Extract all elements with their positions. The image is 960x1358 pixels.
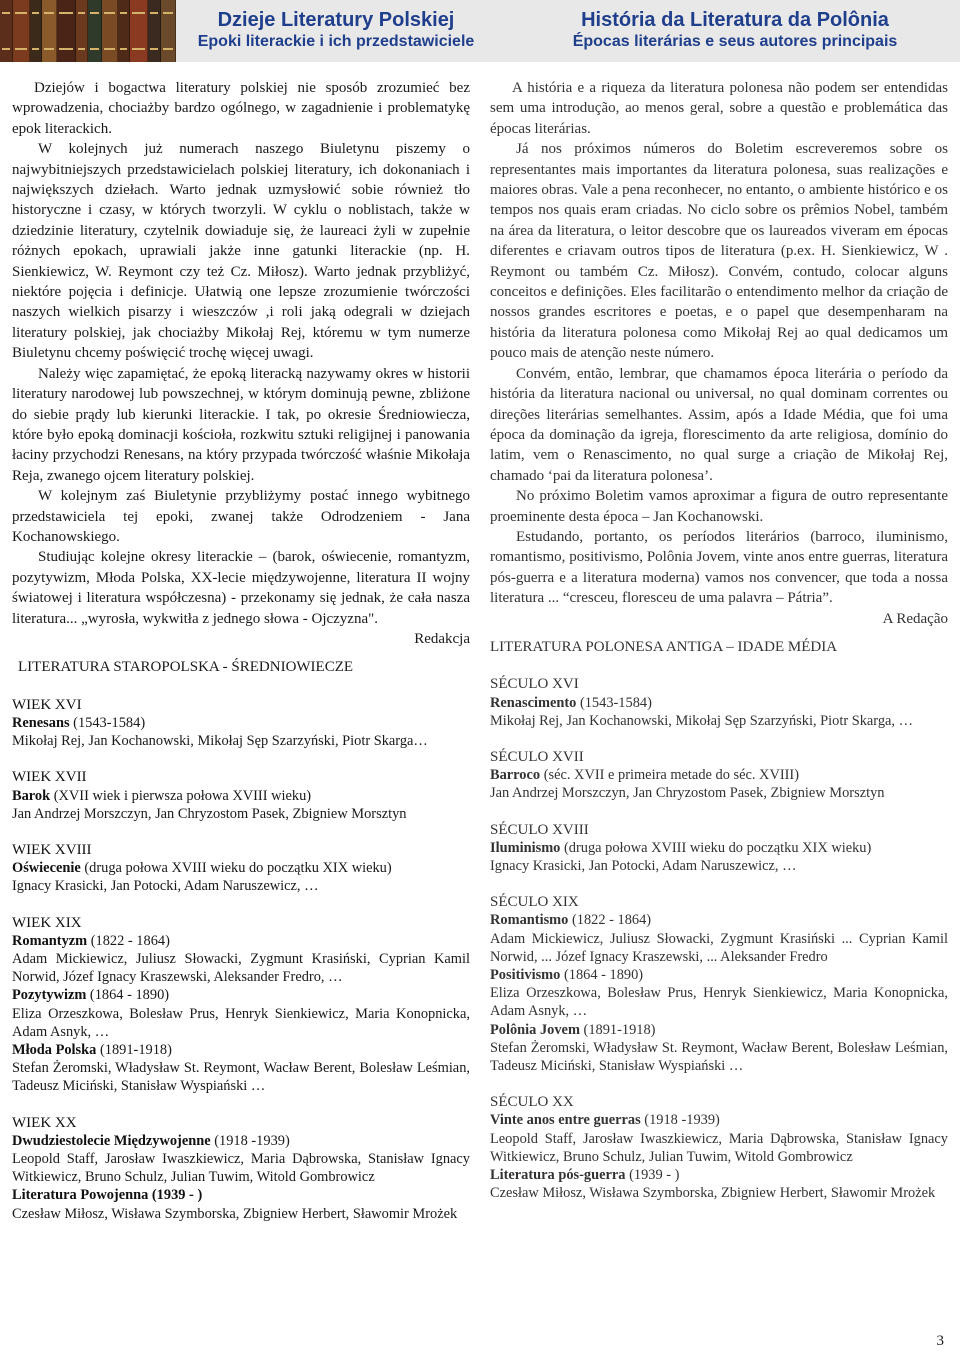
epoch-dates: (séc. XVII e primeira metade do séc. XVIII) xyxy=(540,767,800,784)
section-title: LITERATURA POLONESA ANTIGA – IDADE MÉDIA xyxy=(490,638,838,655)
epoch-line xyxy=(490,694,948,712)
book-spine xyxy=(13,0,30,62)
editor-signature: A Redação xyxy=(882,610,948,627)
epoch-dates: (1891-1918) xyxy=(96,1042,172,1059)
epoch-dates: (1864 - 1890) xyxy=(86,987,170,1004)
header-polish xyxy=(176,8,496,52)
intro-paragraph: Studiując kolejne okresy literackie – (barok, oświecenie, romantyzm, pozytywizm, Młoda Polska, XX-lecie międzywojenne, literatura II wojny światowej i literatura współczesna) - przekonamy się jednak, że cała nasza literatura... „wyrosła, wykwitła z jednego słowa - Ojczyzna". xyxy=(12,549,470,627)
period-block xyxy=(490,893,948,1075)
book-spine xyxy=(0,0,13,62)
epoch-name: Vinte anos entre guerras xyxy=(490,1112,641,1129)
period-heading: SÉCULO XVI xyxy=(490,676,579,693)
intro-paragraph: Convém, então, lembrar, que chamamos época literária o período da história da literatura nacional ou universal, no qual dominam correntes ou direções literárias semelhantes. Assim, após a Idade Média, que foi uma época da dominação da igreja, florescimento da arte religiosa, domínio do latim, vem o Renascimento, no qual surge a criação de Mikołaj Rej, chamado ‘pai da literatura polonesa’. xyxy=(490,365,948,484)
epoch-authors: Mikołaj Rej, Jan Kochanowski, Mikołaj Sęp Szarzyński, Piotr Skarga, … xyxy=(490,712,914,729)
epoch-line xyxy=(12,932,470,950)
epoch-name: Dwudziestolecie Międzywojenne xyxy=(12,1132,211,1149)
epoch-name: Pozytywizm xyxy=(12,987,87,1004)
epoch-line xyxy=(490,1021,948,1039)
intro-paragraph: No próximo Boletim vamos aproximar a figura de outro representante proeminente desta época – Jan Kochanowski. xyxy=(490,488,948,525)
book-spine xyxy=(118,0,130,62)
portuguese-column xyxy=(490,78,948,1220)
epoch-name: Barroco xyxy=(490,767,541,784)
epoch-authors: Czesław Miłosz, Wisława Szymborska, Zbigniew Herbert, Sławomir Mrożek xyxy=(12,1205,458,1222)
epoch-name: Renesans xyxy=(12,714,70,731)
header-polish-title: Dzieje Literatury Polskiej xyxy=(217,9,455,31)
epoch-dates: (1543-1584) xyxy=(69,714,146,731)
epoch-line xyxy=(12,1186,470,1204)
epoch-authors: Leopold Staff, Jarosław Iwaszkiewicz, Maria Dąbrowska, Stanisław Ignacy Witkiewicz, Bruno Schulz, Julian Tuwim, Witold Gombrowicz xyxy=(12,1151,470,1186)
book-spine xyxy=(148,0,161,62)
period-block xyxy=(490,748,948,803)
book-spine xyxy=(30,0,42,62)
book-spine xyxy=(130,0,148,62)
book-spine xyxy=(88,0,102,62)
header-portuguese-title: História da Literatura da Polônia xyxy=(581,9,889,31)
period-block xyxy=(490,1093,948,1202)
intro-paragraph: Estudando, portanto, os períodos literários (barroco, iluminismo, romantismo, positivismo, Polônia Jovem, vinte anos entre guerras, literatura pós-guerra e a literatura moderna) vamos nos convencer, que toda a nossa literatura ... “cresceu, floresceu de uma palavra – Pátria”. xyxy=(490,528,948,607)
intro-paragraph: Należy więc zapamiętać, że epoką literacką nazywamy okres w historii literatury narodowej lub powszechnej, w którym dominują pewne, zbliżone do siebie prądy lub kierunki literackie. I tak, po okresie Średniowiecza, które było epoką dominacji kościoła, rozkwitu sztuki religijnej i panowania łaciny przychodzi Renesans, na który przypada twórczość właśnie Mikołaja Reja, zwanego ojcem literatury polskiej. xyxy=(12,365,470,484)
page-number: 3 xyxy=(936,1333,944,1349)
epoch-name: Polônia Jovem xyxy=(490,1021,580,1038)
bookshelf-image xyxy=(0,0,176,62)
epoch-line xyxy=(12,714,470,732)
epoch-authors: Adam Mickiewicz, Juliusz Słowacki, Zygmunt Krasiński ... Cyprian Kamil Norwid, ... Józef Ignacy Kraszewski, ... Aleksander Fredro xyxy=(490,930,948,965)
epoch-name: Oświecenie xyxy=(12,860,81,877)
epoch-line xyxy=(12,787,470,805)
period-heading: WIEK XVIII xyxy=(12,842,92,858)
epoch-authors: Leopold Staff, Jarosław Iwaszkiewicz, Maria Dąbrowska, Stanisław Ignacy Witkiewicz, Bruno Schulz, Julian Tuwim, Witold Gombrowicz xyxy=(490,1130,948,1165)
section-title: LITERATURA STAROPOLSKA - ŚREDNIOWIECZE xyxy=(18,659,354,676)
epoch-authors: Adam Mickiewicz, Juliusz Słowacki, Zygmunt Krasiński, Cyprian Kamil Norwid, Józef Ignacy Kraszewski, Aleksander Fredro, … xyxy=(12,951,470,986)
header-polish-subtitle: Epoki literackie i ich przedstawiciele xyxy=(197,33,475,50)
polish-column xyxy=(12,78,470,1241)
intro-paragraph: A história e a riqueza da literatura polonesa não podem ser entendidas sem uma introdução, ao menos geral, sobre a questão e problemática das épocas literárias. xyxy=(490,80,948,137)
epoch-line xyxy=(490,766,948,784)
epoch-authors: Eliza Orzeszkowa, Bolesław Prus, Henryk Sienkiewicz, Maria Konopnicka, Adam Asnyk, … xyxy=(490,985,948,1020)
page-header xyxy=(0,0,960,62)
epoch-name: Młoda Polska xyxy=(12,1042,97,1059)
epoch-dates: (druga połowa XVIII wieku do początku XIX wieku) xyxy=(560,839,872,856)
epoch-dates: (1918 -1939) xyxy=(640,1112,720,1129)
epoch-line xyxy=(12,1041,470,1059)
book-spine xyxy=(76,0,88,62)
epoch-authors: Stefan Żeromski, Władysław St. Reymont, Wacław Berent, Bolesław Leśmian, Tadeusz Miciński, Stanisław Wyspiański … xyxy=(12,1060,470,1095)
epoch-name: Renascimento xyxy=(490,694,577,711)
book-spine xyxy=(57,0,76,62)
header-portuguese-subtitle: Épocas literárias e seus autores principais xyxy=(572,33,898,50)
book-spine xyxy=(102,0,118,62)
book-spine xyxy=(161,0,176,62)
epoch-authors: Jan Andrzej Morszczyn, Jan Chryzostom Pasek, Zbigniew Morsztyn xyxy=(12,805,407,822)
period-block xyxy=(12,768,470,823)
epoch-line xyxy=(490,1111,948,1129)
epoch-dates: (druga połowa XVIII wieku do początku XIX wieku) xyxy=(80,860,392,877)
epoch-dates: (XVII wiek i pierwsza połowa XVIII wieku) xyxy=(50,787,312,804)
epoch-line xyxy=(12,986,470,1004)
epoch-dates: (1543-1584) xyxy=(576,694,652,711)
period-list xyxy=(490,675,948,1202)
epoch-authors: Stefan Żeromski, Władysław St. Reymont, Wacław Berent, Bolesław Leśmian, Tadeusz Miciński, Stanisław Wyspiański … xyxy=(490,1039,948,1075)
period-heading: SÉCULO XVIII xyxy=(490,821,589,838)
period-heading: WIEK XVII xyxy=(12,769,87,786)
period-heading: SÉCULO XVII xyxy=(490,748,584,765)
period-heading: WIEK XVI xyxy=(12,696,82,713)
epoch-dates: (1864 - 1890) xyxy=(560,967,644,984)
period-heading: SÉCULO XIX xyxy=(490,894,579,911)
period-heading: WIEK XIX xyxy=(12,914,82,931)
epoch-authors: Ignacy Krasicki, Jan Potocki, Adam Naruszewicz, … xyxy=(12,878,319,895)
epoch-line xyxy=(490,839,948,857)
epoch-name: Romantismo xyxy=(490,912,569,929)
period-heading: SÉCULO XX xyxy=(490,1094,574,1111)
header-portuguese xyxy=(510,8,960,52)
epoch-line xyxy=(12,859,470,877)
period-block xyxy=(490,821,948,876)
epoch-authors: Mikołaj Rej, Jan Kochanowski, Mikołaj Sęp Szarzyński, Piotr Skarga… xyxy=(12,733,428,750)
epoch-name: Literatura Powojenna (1939 - ) xyxy=(12,1187,203,1204)
epoch-name: Barok xyxy=(12,787,51,804)
editor-signature: Redakcja xyxy=(414,630,470,647)
epoch-dates: (1939 - ) xyxy=(625,1167,680,1184)
epoch-dates: (1891-1918) xyxy=(579,1021,656,1038)
period-block xyxy=(12,696,470,751)
epoch-dates: (1918 -1939) xyxy=(210,1132,290,1149)
intro-paragraph: Já nos próximos números do Boletim escreveremos sobre os representantes mais importantes da literatura polonesa, suas realizações e maiores obras. Vale a pena reconhecer, no entanto, o ambiente histórico e os tempos nos quais eram criadas. No ciclo sobre os prêmios Nobel, também na área da literatura, o leitor descobre que os laureados viveram em épocas diferentes e criavam outros tipos de literatura (p.ex. H. Sienkiewicz, W . Reymont ou também Cz. Miłosz). Convém, contudo, colocar alguns conceitos e definições. Eles facilitarão o entendimento melhor da criação de nossos grandes escritores e poetas, e o papel que desempenharam na história da literatura polonesa como Mikołaj Rej ao qual dedicamos um pouco mais de atenção neste número. xyxy=(490,141,948,362)
epoch-authors: Ignacy Krasicki, Jan Potocki, Adam Naruszewicz, … xyxy=(490,858,797,874)
period-block xyxy=(490,675,948,730)
epoch-authors: Eliza Orzeszkowa, Bolesław Prus, Henryk Sienkiewicz, Maria Konopnicka, Adam Asnyk, … xyxy=(12,1005,470,1040)
period-block xyxy=(12,841,470,896)
epoch-line xyxy=(490,966,948,984)
epoch-name: Literatura pós-guerra xyxy=(490,1167,626,1184)
portuguese-intro xyxy=(490,78,948,609)
period-heading: WIEK XX xyxy=(12,1114,77,1131)
epoch-line xyxy=(490,1166,948,1184)
epoch-authors: Czesław Miłosz, Wisława Szymborska, Zbigniew Herbert, Sławomir Mrożek xyxy=(490,1185,936,1202)
book-spine xyxy=(42,0,57,62)
period-block xyxy=(12,1114,470,1223)
epoch-dates: (1822 - 1864) xyxy=(87,932,170,949)
epoch-authors: Jan Andrzej Morszczyn, Jan Chryzostom Pasek, Zbigniew Morsztyn xyxy=(490,785,885,802)
epoch-line xyxy=(490,911,948,929)
polish-intro xyxy=(12,78,470,629)
epoch-dates: (1822 - 1864) xyxy=(568,912,652,929)
period-list xyxy=(12,696,470,1223)
epoch-name: Positivismo xyxy=(490,967,561,984)
intro-paragraph: W kolejnym zaś Biuletynie przybliżymy postać innego wybitnego przedstawiciela tej epoki, zwanej także Odrodzeniem - Jana Kochanowskiego. xyxy=(12,488,470,545)
period-block xyxy=(12,914,470,1096)
intro-paragraph: Dziejów i bogactwa literatury polskiej nie sposób zrozumieć bez wprowadzenia, chociażby bardzo ogólnego, w zagadnienie i problematykę epok literackich. xyxy=(12,80,470,137)
intro-paragraph: W kolejnych już numerach naszego Biuletynu piszemy o najwybitniejszych przedstawicielach polskiej literatury, ich dokonaniach i największych dziełach. Warto jednak uzmysłowić sobie również tło historyczne i czasy, w których tworzyli. W cyklu o noblistach, także w dziedzinie literatury, czytelnik dowiaduje się, że laureaci żyli w zupełnie różnych epokach, uprawiali jakże inne gatunki literackie (np. H. Sienkiewicz, W. Reymont czy też Cz. Miłosz). Warto jednak przybliżyć, niektóre pojęcia i definicje. Ułatwią one lepsze zrozumienie twórczości naszych wielkich pisarzy i wieszczów ,i roli jaką odegrali w dziejach literatury polskiej, jak chociażby Mikołaj Rej, któremu w tym numerze Biuletynu chcemy poświęcić trochę więcej uwagi. xyxy=(12,141,470,362)
epoch-name: Iluminismo xyxy=(490,839,561,856)
epoch-line xyxy=(12,1132,470,1150)
epoch-name: Romantyzm xyxy=(12,932,88,949)
